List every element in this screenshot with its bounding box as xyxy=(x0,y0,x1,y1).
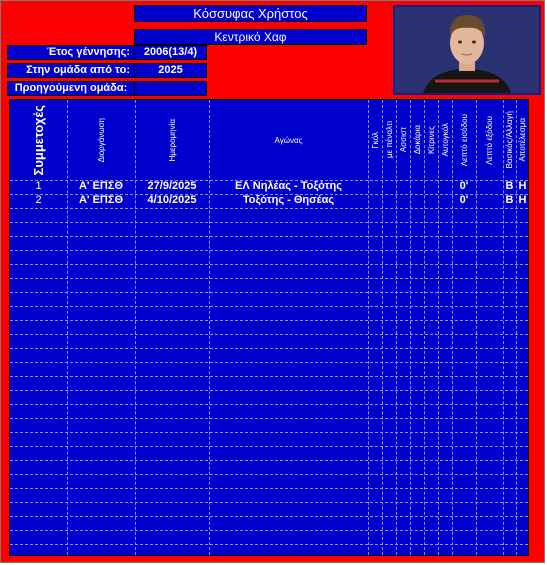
header-organization xyxy=(67,100,135,180)
grid-column-line xyxy=(516,100,517,555)
row-date[interactable]: 4/10/2025 xyxy=(147,194,197,206)
team-since-value[interactable]: 2025 xyxy=(134,63,207,78)
row-date[interactable]: 27/9/2025 xyxy=(147,180,197,192)
previous-team-value[interactable] xyxy=(134,81,207,96)
grid-row-line xyxy=(10,432,528,433)
player-name[interactable]: Κόσσυφας Χρήστος xyxy=(134,5,367,22)
grid-column-line xyxy=(410,100,411,555)
header-minute-out-label: Λεπτό εξόδου xyxy=(485,115,494,165)
header-assists-label: Ασσιστ xyxy=(398,127,408,153)
header-minute-in xyxy=(452,100,476,180)
grid-row-line xyxy=(10,376,528,377)
grid-row-line xyxy=(10,334,528,335)
header-date-label: Ημερομηνία xyxy=(167,118,177,162)
grid-row-line xyxy=(10,544,528,545)
previous-team-label: Προηγούμενη ομάδα: xyxy=(7,81,135,96)
grid-row-line xyxy=(10,460,528,461)
header-goals xyxy=(368,100,382,180)
grid-row-line xyxy=(10,236,528,237)
grid-row-line xyxy=(10,264,528,265)
grid-row-line xyxy=(10,418,528,419)
row-status[interactable]: Β xyxy=(505,194,514,206)
grid-row-line xyxy=(10,320,528,321)
grid-row-line xyxy=(10,390,528,391)
grid-column-line xyxy=(382,100,383,555)
grid-column-line xyxy=(368,100,369,555)
header-match-label: Αγώνας xyxy=(274,135,303,145)
grid-column-line xyxy=(503,100,504,555)
grid-row-line xyxy=(10,474,528,475)
grid-row-line xyxy=(10,530,528,531)
grid-row-line xyxy=(10,292,528,293)
player-position[interactable]: Κεντρικό Χαφ xyxy=(134,29,367,45)
header-status xyxy=(503,100,516,180)
row-number[interactable]: 1 xyxy=(35,180,42,192)
header-assists xyxy=(396,100,410,180)
grid-row-line xyxy=(10,446,528,447)
header-shots-label: Δοκάρια xyxy=(412,125,422,155)
grid-row-line xyxy=(10,250,528,251)
header-with-penalty xyxy=(382,100,396,180)
header-minute-out xyxy=(476,100,503,180)
row-minute-in[interactable]: 0' xyxy=(459,180,469,192)
header-result xyxy=(516,100,529,180)
header-own-goals xyxy=(438,100,452,180)
grid-row-line xyxy=(10,404,528,405)
grid-row-line xyxy=(10,194,528,195)
header-with-penalty-label: με πέναλτι xyxy=(384,121,394,159)
header-match xyxy=(209,100,368,180)
row-status[interactable]: Β xyxy=(505,180,514,192)
header-result-label: Αποτέλεσμα xyxy=(518,118,527,162)
grid-column-line xyxy=(209,100,210,555)
player-portrait-icon xyxy=(395,7,539,93)
grid-row-line xyxy=(10,502,528,503)
grid-column-line xyxy=(438,100,439,555)
grid-column-line xyxy=(424,100,425,555)
row-result[interactable]: Η xyxy=(518,180,527,192)
row-result[interactable]: Η xyxy=(518,194,527,206)
header-shots xyxy=(410,100,424,180)
grid-row-line xyxy=(10,516,528,517)
header-status-label: Βασικός/Αλλαγή xyxy=(505,111,514,169)
header-yellow-cards-label: Κίτρινες xyxy=(426,125,436,155)
grid-row-line xyxy=(10,362,528,363)
header-yellow-cards xyxy=(424,100,438,180)
grid-column-line xyxy=(476,100,477,555)
grid-row-line xyxy=(10,306,528,307)
row-number[interactable]: 2 xyxy=(35,194,42,206)
grid-row-line xyxy=(10,222,528,223)
player-photo xyxy=(393,5,541,95)
header-participations xyxy=(10,100,67,180)
header-participations-label: Συμμετοχές xyxy=(31,104,46,176)
header-organization-label: Διοργάνωση xyxy=(96,117,106,163)
header-minute-in-label: Λεπτό εισόδου xyxy=(459,113,469,167)
matches-table xyxy=(9,99,529,556)
grid-row-line xyxy=(10,208,528,209)
row-match[interactable]: ΕΛ Νηλέας - Τοξότης xyxy=(235,180,342,192)
row-minute-in[interactable]: 0' xyxy=(459,194,469,206)
header-date xyxy=(135,100,209,180)
grid-column-line xyxy=(67,100,68,555)
birth-year-label: Έτος γέννησης: xyxy=(7,45,135,60)
grid-column-line xyxy=(135,100,136,555)
grid-row-line xyxy=(10,348,528,349)
header-goals-label: Γκόλ xyxy=(370,131,380,149)
team-since-label: Στην ομάδα από το: xyxy=(7,63,135,78)
header-own-goals-label: Αυτογκόλ xyxy=(440,123,450,157)
grid-column-line xyxy=(396,100,397,555)
grid-column-line xyxy=(452,100,453,555)
row-organization[interactable]: Α' ΕΠΣΘ xyxy=(78,194,124,206)
grid-row-line xyxy=(10,488,528,489)
row-match[interactable]: Τοξότης - Θησέας xyxy=(242,194,335,206)
grid-row-line xyxy=(10,180,528,181)
row-organization[interactable]: Α' ΕΠΣΘ xyxy=(78,180,124,192)
grid-row-line xyxy=(10,278,528,279)
birth-year-value[interactable]: 2006(13/4) xyxy=(134,45,207,60)
